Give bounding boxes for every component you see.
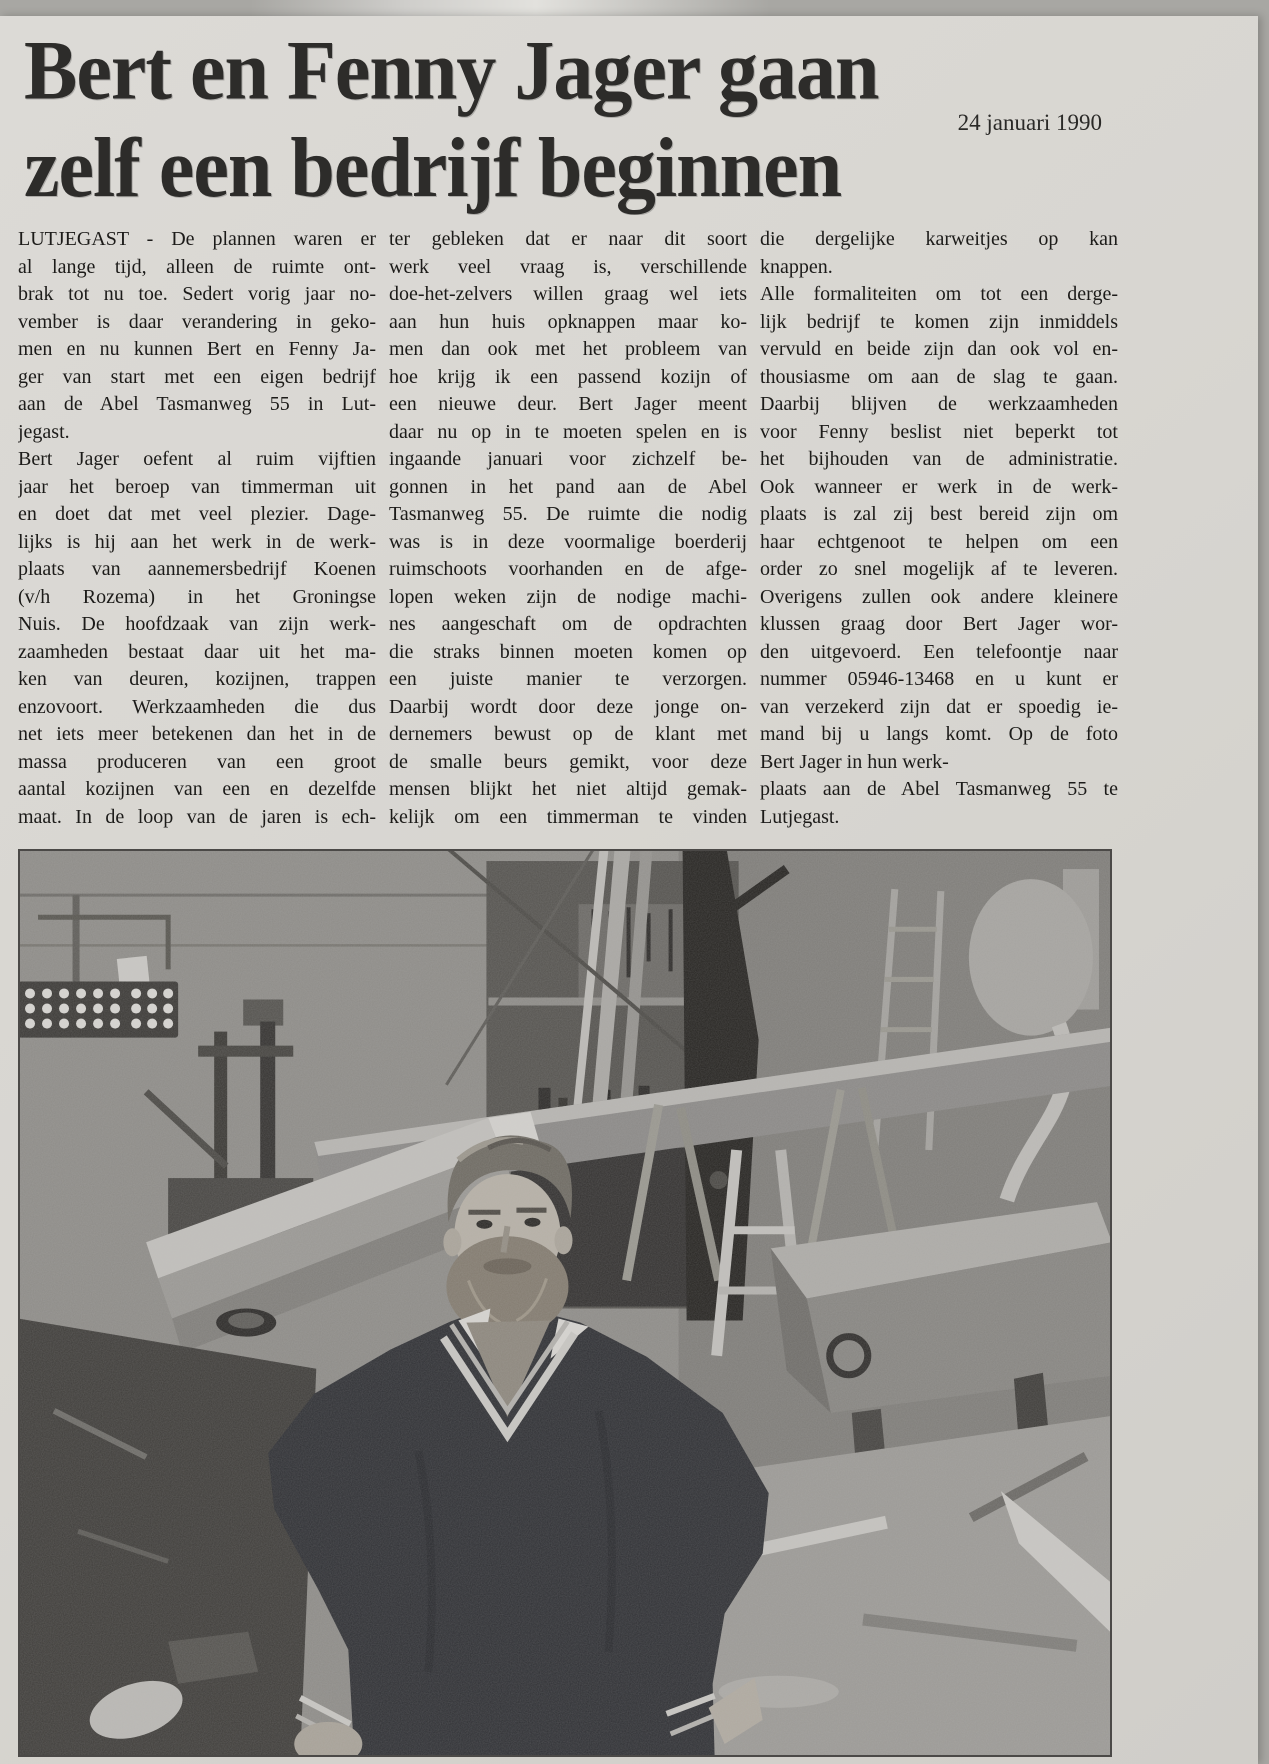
article-line: Overigens zullen ook andere kleinere bbox=[760, 585, 1118, 608]
article-line: lijks is hij aan het werk in de werk- bbox=[18, 530, 376, 553]
article-line: een nieuwe deur. Bert Jager meent bbox=[389, 393, 747, 415]
article-line: gonnen in het pand aan de Abel bbox=[389, 475, 747, 498]
article-line: Nuis. De hoofdzaak van zijn werk- bbox=[18, 613, 376, 635]
photo-area bbox=[18, 849, 1112, 1757]
article-line: plaats aan de Abel Tasmanweg 55 te bbox=[760, 778, 1118, 800]
article-line: mensen blijkt het niet altijd gemak- bbox=[389, 778, 747, 800]
article-line: vervuld en beide zijn dan ook vol en- bbox=[760, 338, 1118, 360]
article-line: men dan ook met het probleem van bbox=[389, 338, 747, 360]
article-line: plaats is zal zij best bereid zijn om bbox=[760, 503, 1118, 525]
article-line: lijk bedrijf te komen zijn inmiddels bbox=[760, 310, 1118, 333]
article-line: maat. In de loop van de jaren is ech- bbox=[18, 805, 376, 828]
article-line: die straks binnen moeten komen op bbox=[389, 640, 747, 663]
article-line: ter gebleken dat er naar dit soort bbox=[389, 228, 747, 250]
article-line: nes aangeschaft om de opdrachten bbox=[389, 613, 747, 635]
article-line: lopen weken zijn de nodige machi- bbox=[389, 585, 747, 608]
article-line: net iets meer betekenen dan het in de bbox=[18, 723, 376, 745]
article-line: al lange tijd, alleen de ruimte ont- bbox=[18, 255, 376, 278]
article-line: voor Fenny beslist niet beperkt tot bbox=[760, 420, 1118, 443]
article-line: ger van start met een eigen bedrijf bbox=[18, 365, 376, 388]
article-line: doe-het-zelvers willen graag wel iets bbox=[389, 283, 747, 305]
article-line: mand bij u langs komt. Op de foto bbox=[760, 723, 1118, 745]
article-line: ken van deuren, kozijnen, trappen bbox=[18, 668, 376, 690]
article-line: men en nu kunnen Bert en Fenny Ja- bbox=[18, 338, 376, 360]
article-line: die dergelijke karweitjes op kan bbox=[760, 228, 1118, 250]
article-line: het bijhouden van de administratie. bbox=[760, 448, 1118, 470]
article-column-2 bbox=[389, 226, 747, 831]
article-line: vember is daar verandering in geko- bbox=[18, 310, 376, 333]
article-line: Daarbij wordt door deze jonge on- bbox=[389, 695, 747, 718]
article-line: haar echtgenoot te helpen om een bbox=[760, 530, 1118, 553]
article-line: order zo snel mogelijk af te leveren. bbox=[760, 558, 1118, 580]
article-line: Alle formaliteiten om tot een derge- bbox=[760, 283, 1118, 305]
article-line: dernemers bewust op de klant met bbox=[389, 723, 747, 745]
article-line: een juiste manier te verzorgen. bbox=[389, 668, 747, 690]
article-line: plaats van aannemersbedrijf Koenen bbox=[18, 558, 376, 580]
photo-grain bbox=[18, 849, 1112, 1757]
article-line: thousiasme om aan de slag te gaan. bbox=[760, 365, 1118, 388]
article-line: klussen graag door Bert Jager wor- bbox=[760, 613, 1118, 635]
article-line: nummer 05946-13468 en u kunt er bbox=[760, 668, 1118, 690]
article-column-1 bbox=[18, 226, 376, 831]
article-line: LUTJEGAST - De plannen waren er bbox=[18, 228, 376, 250]
article-line: Ook wanneer er werk in de werk- bbox=[760, 475, 1118, 498]
article-line: ruimschoots voorhanden en de afge- bbox=[389, 558, 747, 580]
workshop-photo bbox=[18, 849, 1112, 1757]
article-body bbox=[18, 226, 1118, 831]
article-line: Tasmanweg 55. De ruimte die nodig bbox=[389, 503, 747, 525]
article-line: Lutjegast. bbox=[760, 805, 840, 828]
dateline: 24 januari 1990 bbox=[957, 110, 1102, 135]
article-line: den uitgevoerd. Een telefoontje naar bbox=[760, 640, 1118, 663]
article-line: enzovoort. Werkzaamheden die dus bbox=[18, 695, 376, 718]
article-line: de smalle beurs gemikt, voor deze bbox=[389, 750, 747, 773]
headline-line-1: Bert en Fenny Jager gaan bbox=[24, 24, 879, 118]
article-line: daar nu op in te moeten spelen en is bbox=[389, 420, 747, 443]
article-line: jaar het beroep van timmerman uit bbox=[18, 475, 376, 498]
article-line: van verzekerd zijn dat er spoedig ie- bbox=[760, 695, 1118, 718]
article-line: Bert Jager oefent al ruim vijftien bbox=[18, 448, 376, 470]
article-line: aantal kozijnen van een en dezelfde bbox=[18, 778, 376, 800]
article-line: knappen. bbox=[760, 255, 833, 278]
article-line: aan hun huis opknappen maar ko- bbox=[389, 310, 747, 333]
article-line: werk veel vraag is, verschillende bbox=[389, 255, 747, 278]
article-line: hoe krijg ik een passend kozijn of bbox=[389, 365, 747, 388]
article-line: Bert Jager in hun werk- bbox=[760, 750, 949, 773]
article-line: ingaande januari voor zichzelf be- bbox=[389, 448, 747, 470]
article-line: was is in deze voormalige boerderij bbox=[389, 530, 747, 553]
article-line: zaamheden bestaat daar uit het ma- bbox=[18, 640, 376, 663]
article-line: brak tot nu toe. Sedert vorig jaar no- bbox=[18, 283, 376, 305]
article-line: kelijk om een timmerman te vinden bbox=[389, 805, 747, 828]
headline-line-2: zelf een bedrijf beginnen bbox=[24, 121, 842, 215]
scanner-glare bbox=[250, 0, 770, 16]
article-line: massa produceren van een groot bbox=[18, 750, 376, 773]
article-line: Daarbij blijven de werkzaamheden bbox=[760, 393, 1118, 415]
article-column-3 bbox=[760, 226, 1118, 831]
article-line: en doet dat met veel plezier. Dage- bbox=[18, 503, 376, 525]
article-line: (v/h Rozema) in het Groningse bbox=[18, 585, 376, 608]
article-line: aan de Abel Tasmanweg 55 in Lut- bbox=[18, 393, 376, 415]
article-line: jegast. bbox=[18, 420, 70, 443]
